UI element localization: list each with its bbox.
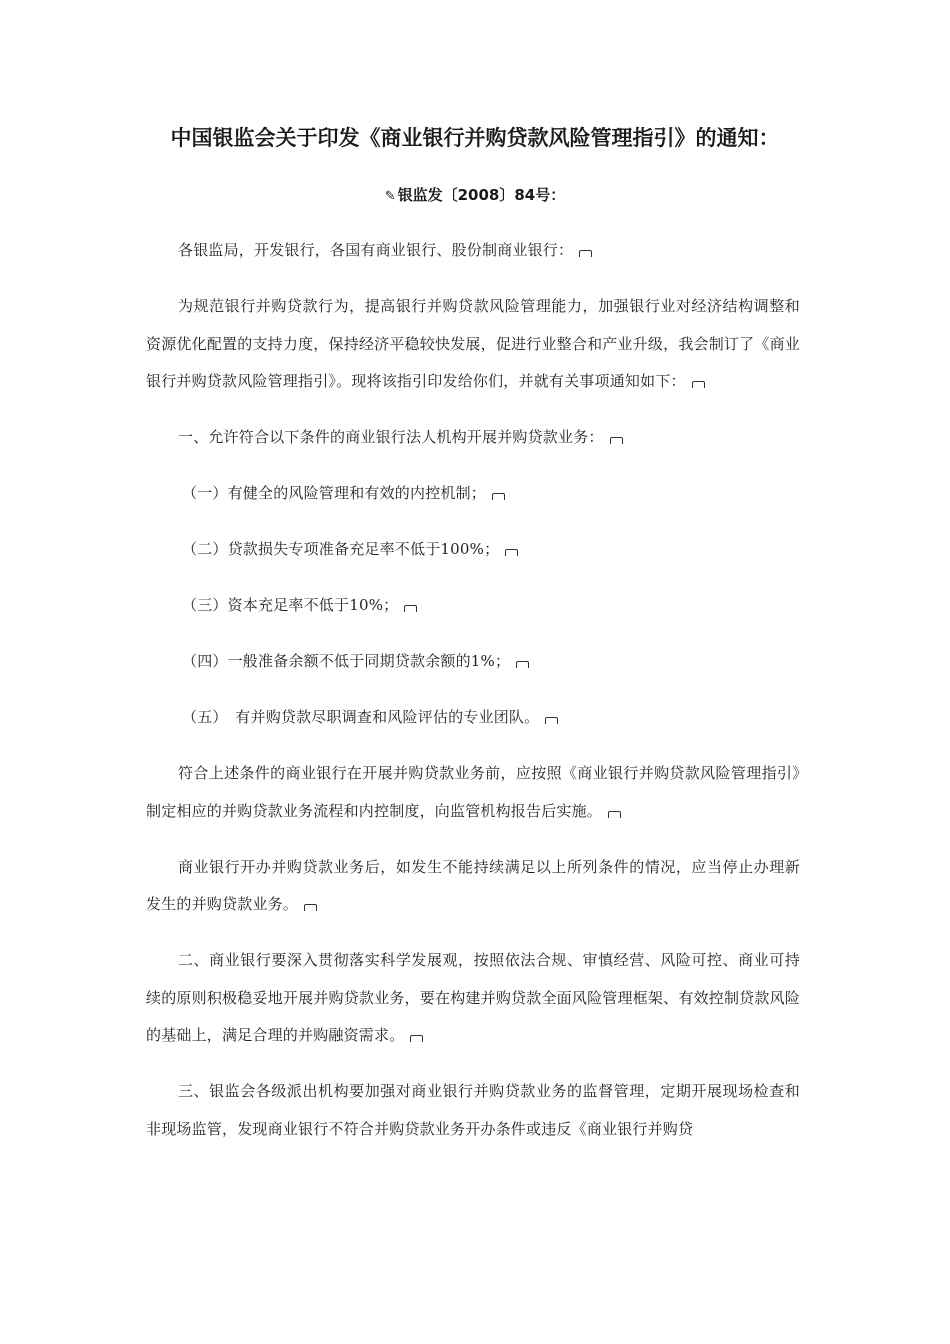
paragraph-mark-icon [608,811,621,818]
paragraph-text: 商业银行开办并购贷款业务后，如发生不能持续满足以上所列条件的情况，应当停止办理新发生的并购贷款业务。 [146,857,800,913]
paragraph-mark-icon [516,661,529,668]
paragraph-mark-icon [404,605,417,612]
document-number-text: 银监发〔2008〕84号 [397,186,551,204]
paragraph-section-2 [146,942,800,1055]
paragraph-condition-5 [146,699,800,737]
paragraph-text: 符合上述条件的商业银行在开展并购贷款业务前，应按照《商业银行并购贷款风险管理指引》制定相应的并购贷款业务流程和内控制度，向监管机构报告后实施。 [146,764,800,820]
document-title [0,122,950,154]
paragraph-mark-icon [610,437,623,444]
paragraph-text: 一、允许符合以下条件的商业银行法人机构开展并购贷款业务： [178,428,604,446]
paragraph-implementation [146,755,800,830]
paragraph-text: （一）有健全的风险管理和有效的内控机制； [182,484,487,502]
paragraph-mark-icon [692,381,705,388]
paragraph-mark-icon [304,904,317,911]
title-suffix: ： [758,126,780,150]
paragraph-mark-icon [505,549,518,556]
paragraph-text: （五） 有并购贷款尽职调查和风险评估的专业团队。 [182,708,540,726]
paragraph-text: 二、商业银行要深入贯彻落实科学发展观，按照依法合规、审慎经营、风险可控、商业可持续的原则积极稳妥地开展并购贷款业务，要在构建并购贷款全面风险管理框架、有效控制贷款风险的基础上，满足合理的并购融资需求。 [146,951,800,1044]
paragraph-text: （二）贷款损失专项准备充足率不低于100%； [182,540,500,558]
paragraph-text: 三、银监会各级派出机构要加强对商业银行并购贷款业务的监督管理，定期开展现场检查和非现场监管，发现商业银行不符合并购贷款业务开办条件或违反《商业银行并购贷 [146,1082,800,1138]
pen-icon: ✎ [384,189,396,204]
paragraph-mark-icon [410,1035,423,1042]
paragraph-condition-2 [146,531,800,569]
document-number-suffix: ： [550,186,566,204]
paragraph-addressees [146,232,800,270]
paragraph-condition-4 [146,643,800,681]
paragraph-intro [146,288,800,401]
paragraph-condition-3 [146,587,800,625]
document-body [146,232,800,1167]
paragraph-mark-icon [579,250,592,257]
paragraph-text: 为规范银行并购贷款行为，提高银行并购贷款风险管理能力，加强银行业对经济结构调整和资源优化配置的支持力度，保持经济平稳较快发展，促进行业整合和产业升级，我会制订了《商业银行并购贷款风险管理指引》。现将该指引印发给你们，并就有关事项通知如下： [146,297,800,390]
paragraph-condition-1 [146,475,800,513]
paragraph-text: 各银监局，开发银行，各国有商业银行、股份制商业银行： [178,241,574,259]
paragraph-suspension [146,849,800,924]
document-number [0,182,950,210]
document-title-text: 中国银监会关于印发《商业银行并购贷款风险管理指引》的通知 [170,126,759,150]
paragraph-mark-icon [492,493,505,500]
paragraph-mark-icon [545,717,558,724]
paragraph-section-1 [146,419,800,457]
paragraph-section-3 [146,1073,800,1148]
paragraph-text: （三）资本充足率不低于10%； [182,596,399,614]
paragraph-text: （四）一般准备余额不低于同期贷款余额的1%； [182,652,511,670]
